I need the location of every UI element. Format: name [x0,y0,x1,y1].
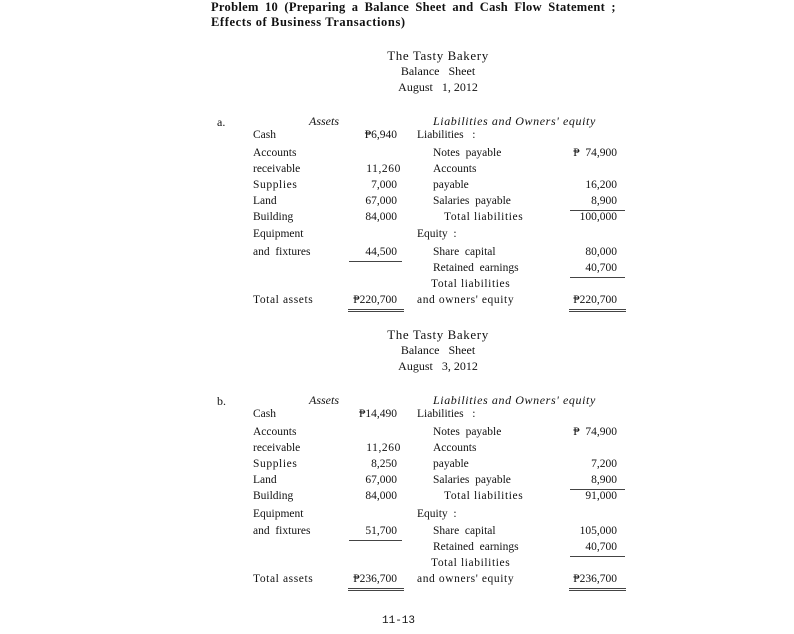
subtotal-rule [349,540,402,541]
total-assets-label: Total assets [253,294,314,306]
land-label: Land [253,195,277,207]
salaries-payable-value: 8,900 [591,474,617,486]
salaries-payable-label: Salaries payable [433,474,511,486]
subtotal-rule [570,556,625,557]
total-liabilities-equity-label: Total liabilities [431,278,511,290]
title-word: Statement [548,0,606,14]
building-value: 84,000 [365,490,397,502]
accounts-receivable-value: 11,260 [366,442,401,454]
cash-value: ₱6,940 [364,129,397,141]
notes-payable-label: Notes payable [433,147,502,159]
title-word: a [351,0,359,14]
total-liabilities-value: 91,000 [585,490,617,502]
accounts-payable-value: 7,200 [591,458,617,470]
total-liabilities-label: Total liabilities [444,490,524,502]
liabilities-heading: Liabilities : [417,408,476,420]
total-double-rule [569,309,626,312]
total-liabilities-value: 100,000 [579,211,617,223]
total-double-rule [569,588,626,591]
cash-label: Cash [253,129,276,141]
total-double-rule [348,309,404,312]
cash-value: ₱14,490 [358,408,397,420]
retained-earnings-label: Retained earnings [433,262,519,274]
supplies-label: Supplies [253,179,298,191]
statement-date: August 1, 2012 [398,80,478,94]
liabilities-heading: Liabilities : [417,129,476,141]
total-liabilities-equity-label: and owners' equity [417,294,515,306]
title-word: Cash [479,0,509,14]
equipment-label: Equipment [253,508,304,520]
total-assets-value: ₱220,700 [353,294,397,306]
statement-name: Balance Sheet [400,64,476,78]
equipment-value: 51,700 [365,525,397,537]
part-marker: b. [217,394,226,408]
liabilities-equity-header: Liabilities and Owners' equity [433,114,596,128]
land-value: 67,000 [365,195,397,207]
title-word: Problem [211,0,259,14]
statement-date: August 3, 2012 [398,359,478,373]
retained-earnings-value: 40,700 [585,262,617,274]
company-name: The Tasty Bakery [387,48,489,63]
accounts-receivable-label: Accounts [253,147,297,159]
notes-payable-value: ₱ 74,900 [573,147,617,159]
title-word: (Preparing [284,0,346,14]
accounts-payable-label: Accounts [433,163,477,175]
accounts-receivable-label: receivable [253,163,301,175]
page-number: 11-13 [382,615,416,627]
total-liabilities-equity-label: and owners' equity [417,573,515,585]
accounts-payable-label: Accounts [433,442,477,454]
accounts-payable-value: 16,200 [585,179,617,191]
salaries-payable-label: Salaries payable [433,195,511,207]
problem-title-line2: Effects of Business Transactions) [211,15,406,29]
building-value: 84,000 [365,211,397,223]
part-marker: a. [217,115,226,129]
accounts-receivable-value: 11,260 [366,163,401,175]
title-word: ; [611,0,616,14]
assets-header: Assets [309,393,339,407]
total-liabilities-equity-value: ₱236,700 [573,573,617,585]
equipment-value: 44,500 [365,246,397,258]
share-capital-value: 105,000 [579,525,617,537]
total-liabilities-equity-label: Total liabilities [431,557,511,569]
equity-heading: Equity : [417,508,457,520]
title-word: Balance [364,0,410,14]
equipment-label: and fixtures [253,246,311,258]
share-capital-label: Share capital [433,525,496,537]
building-label: Building [253,490,294,502]
land-value: 67,000 [365,474,397,486]
title-word: Sheet [415,0,447,14]
notes-payable-value: ₱ 74,900 [573,426,617,438]
share-capital-value: 80,000 [585,246,617,258]
cash-label: Cash [253,408,276,420]
total-assets-label: Total assets [253,573,314,585]
supplies-label: Supplies [253,458,298,470]
assets-header: Assets [309,114,339,128]
total-double-rule [348,588,404,591]
subtotal-rule [349,261,402,262]
building-label: Building [253,211,294,223]
accounts-payable-label: payable [433,458,469,470]
accounts-receivable-label: receivable [253,442,301,454]
title-word: 10 [265,0,279,14]
company-name: The Tasty Bakery [387,327,489,342]
equipment-label: and fixtures [253,525,311,537]
supplies-value: 7,000 [371,179,397,191]
title-word: and [452,0,474,14]
equity-heading: Equity : [417,228,457,240]
accounts-payable-label: payable [433,179,469,191]
problem-title-line1 [211,0,616,15]
subtotal-rule [570,277,625,278]
share-capital-label: Share capital [433,246,496,258]
total-assets-value: ₱236,700 [353,573,397,585]
retained-earnings-value: 40,700 [585,541,617,553]
retained-earnings-label: Retained earnings [433,541,519,553]
land-label: Land [253,474,277,486]
total-liabilities-equity-value: ₱220,700 [573,294,617,306]
title-word: Flow [514,0,542,14]
salaries-payable-value: 8,900 [591,195,617,207]
equipment-label: Equipment [253,228,304,240]
notes-payable-label: Notes payable [433,426,502,438]
liabilities-equity-header: Liabilities and Owners' equity [433,393,596,407]
supplies-value: 8,250 [371,458,397,470]
accounts-receivable-label: Accounts [253,426,297,438]
statement-name: Balance Sheet [400,343,476,357]
total-liabilities-label: Total liabilities [444,211,524,223]
